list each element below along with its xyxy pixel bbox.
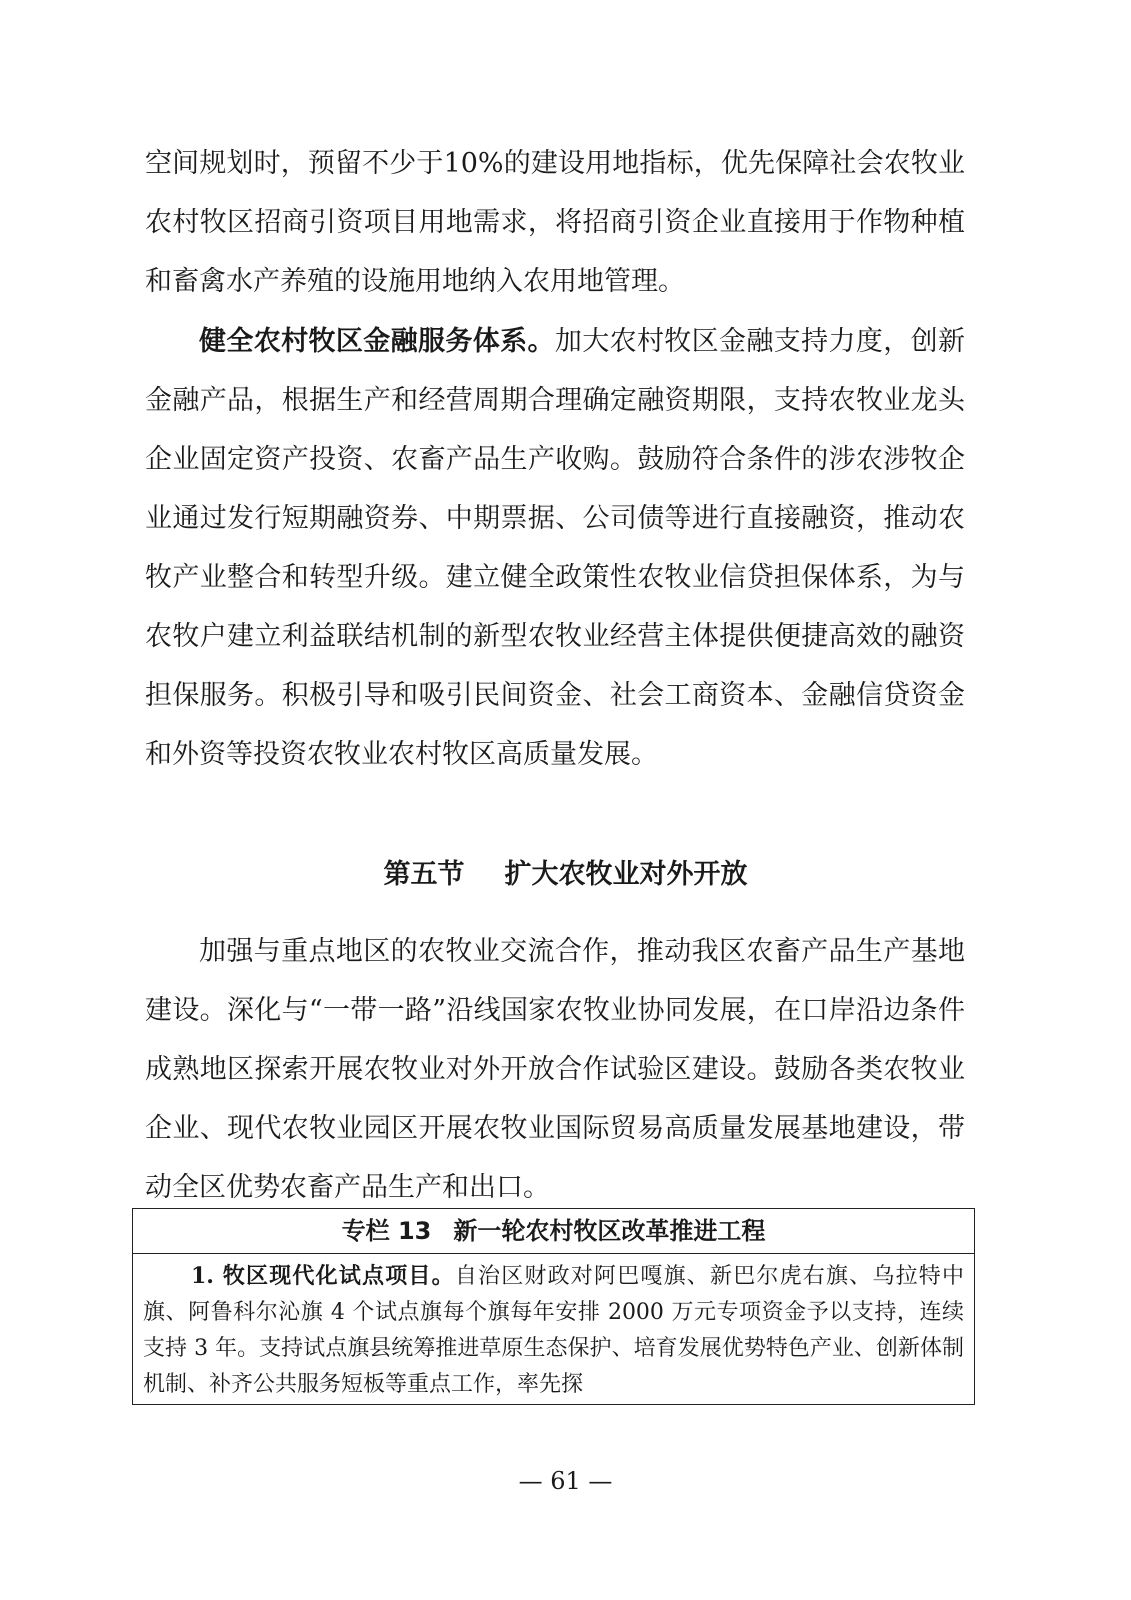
section-heading xyxy=(0,850,1131,900)
paragraph-opening-up: 加强与重点地区的农牧业交流合作，推动我区农畜产品生产基地建设。深化与“一带一路”沿线国家农牧业协同发展，在口岸沿边条件成熟地区探索开展农牧业对外开放合作试验区建设。鼓励各类农牧业企业、现代农牧业园区开展农牧业国际贸易高质量发展基地建设，带动全区优势农畜产品生产和出口。 xyxy=(145,936,965,1203)
column-box xyxy=(132,1208,975,1405)
column-box-heading: 新一轮农村牧区改革推进工程 xyxy=(453,1217,766,1245)
paragraph-land-use: 空间规划时，预留不少于10%的建设用地指标，优先保障社会农牧业农村牧区招商引资项目用地需求，将招商引资企业直接用于作物种植和畜禽水产养殖的设施用地纳入农用地管理。 xyxy=(145,148,965,297)
column-box-title xyxy=(133,1209,974,1254)
column-box-item-lead: 1. 牧区现代化试点项目。 xyxy=(191,1263,455,1289)
column-box-item xyxy=(133,1254,974,1404)
page-number: — 61 — xyxy=(518,1467,613,1495)
paragraph-finance-body: 加大农村牧区金融支持力度，创新金融产品，根据生产和经营周期合理确定融资期限，支持农牧业龙头企业固定资产投资、农畜产品生产收购。鼓励符合条件的涉农涉牧企业通过发行短期融资券、中期票据、公司债等进行直接融资，推动农牧产业整合和转型升级。建立健全政策性农牧业信贷担保体系，为与农牧户建立利益联结机制的新型农牧业经营主体提供便捷高效的融资担保服务。积极引导和吸引民间资金、社会工商资本、金融信贷资金和外资等投资农牧业农村牧区高质量发展。 xyxy=(145,326,966,770)
paragraph-finance-lead: 健全农村牧区金融服务体系。 xyxy=(199,326,555,357)
paragraph-finance xyxy=(145,312,965,784)
section-number: 第五节 xyxy=(383,859,465,890)
section-title: 扩大农牧业对外开放 xyxy=(504,859,748,890)
column-box-label: 专栏 13 xyxy=(341,1217,432,1245)
column-box-item-body: 自治区财政对阿巴嘎旗、新巴尔虎右旗、乌拉特中旗、阿鲁科尔沁旗 4 个试点旗每个旗每年安排 2000 万元专项资金予以支持，连续支持 3 年。支持试点旗县统筹推进草原生态保护、培育发展优势特色产业、创新体制机制、补齐公共服务短板等重点工作，率先探 xyxy=(143,1264,964,1397)
